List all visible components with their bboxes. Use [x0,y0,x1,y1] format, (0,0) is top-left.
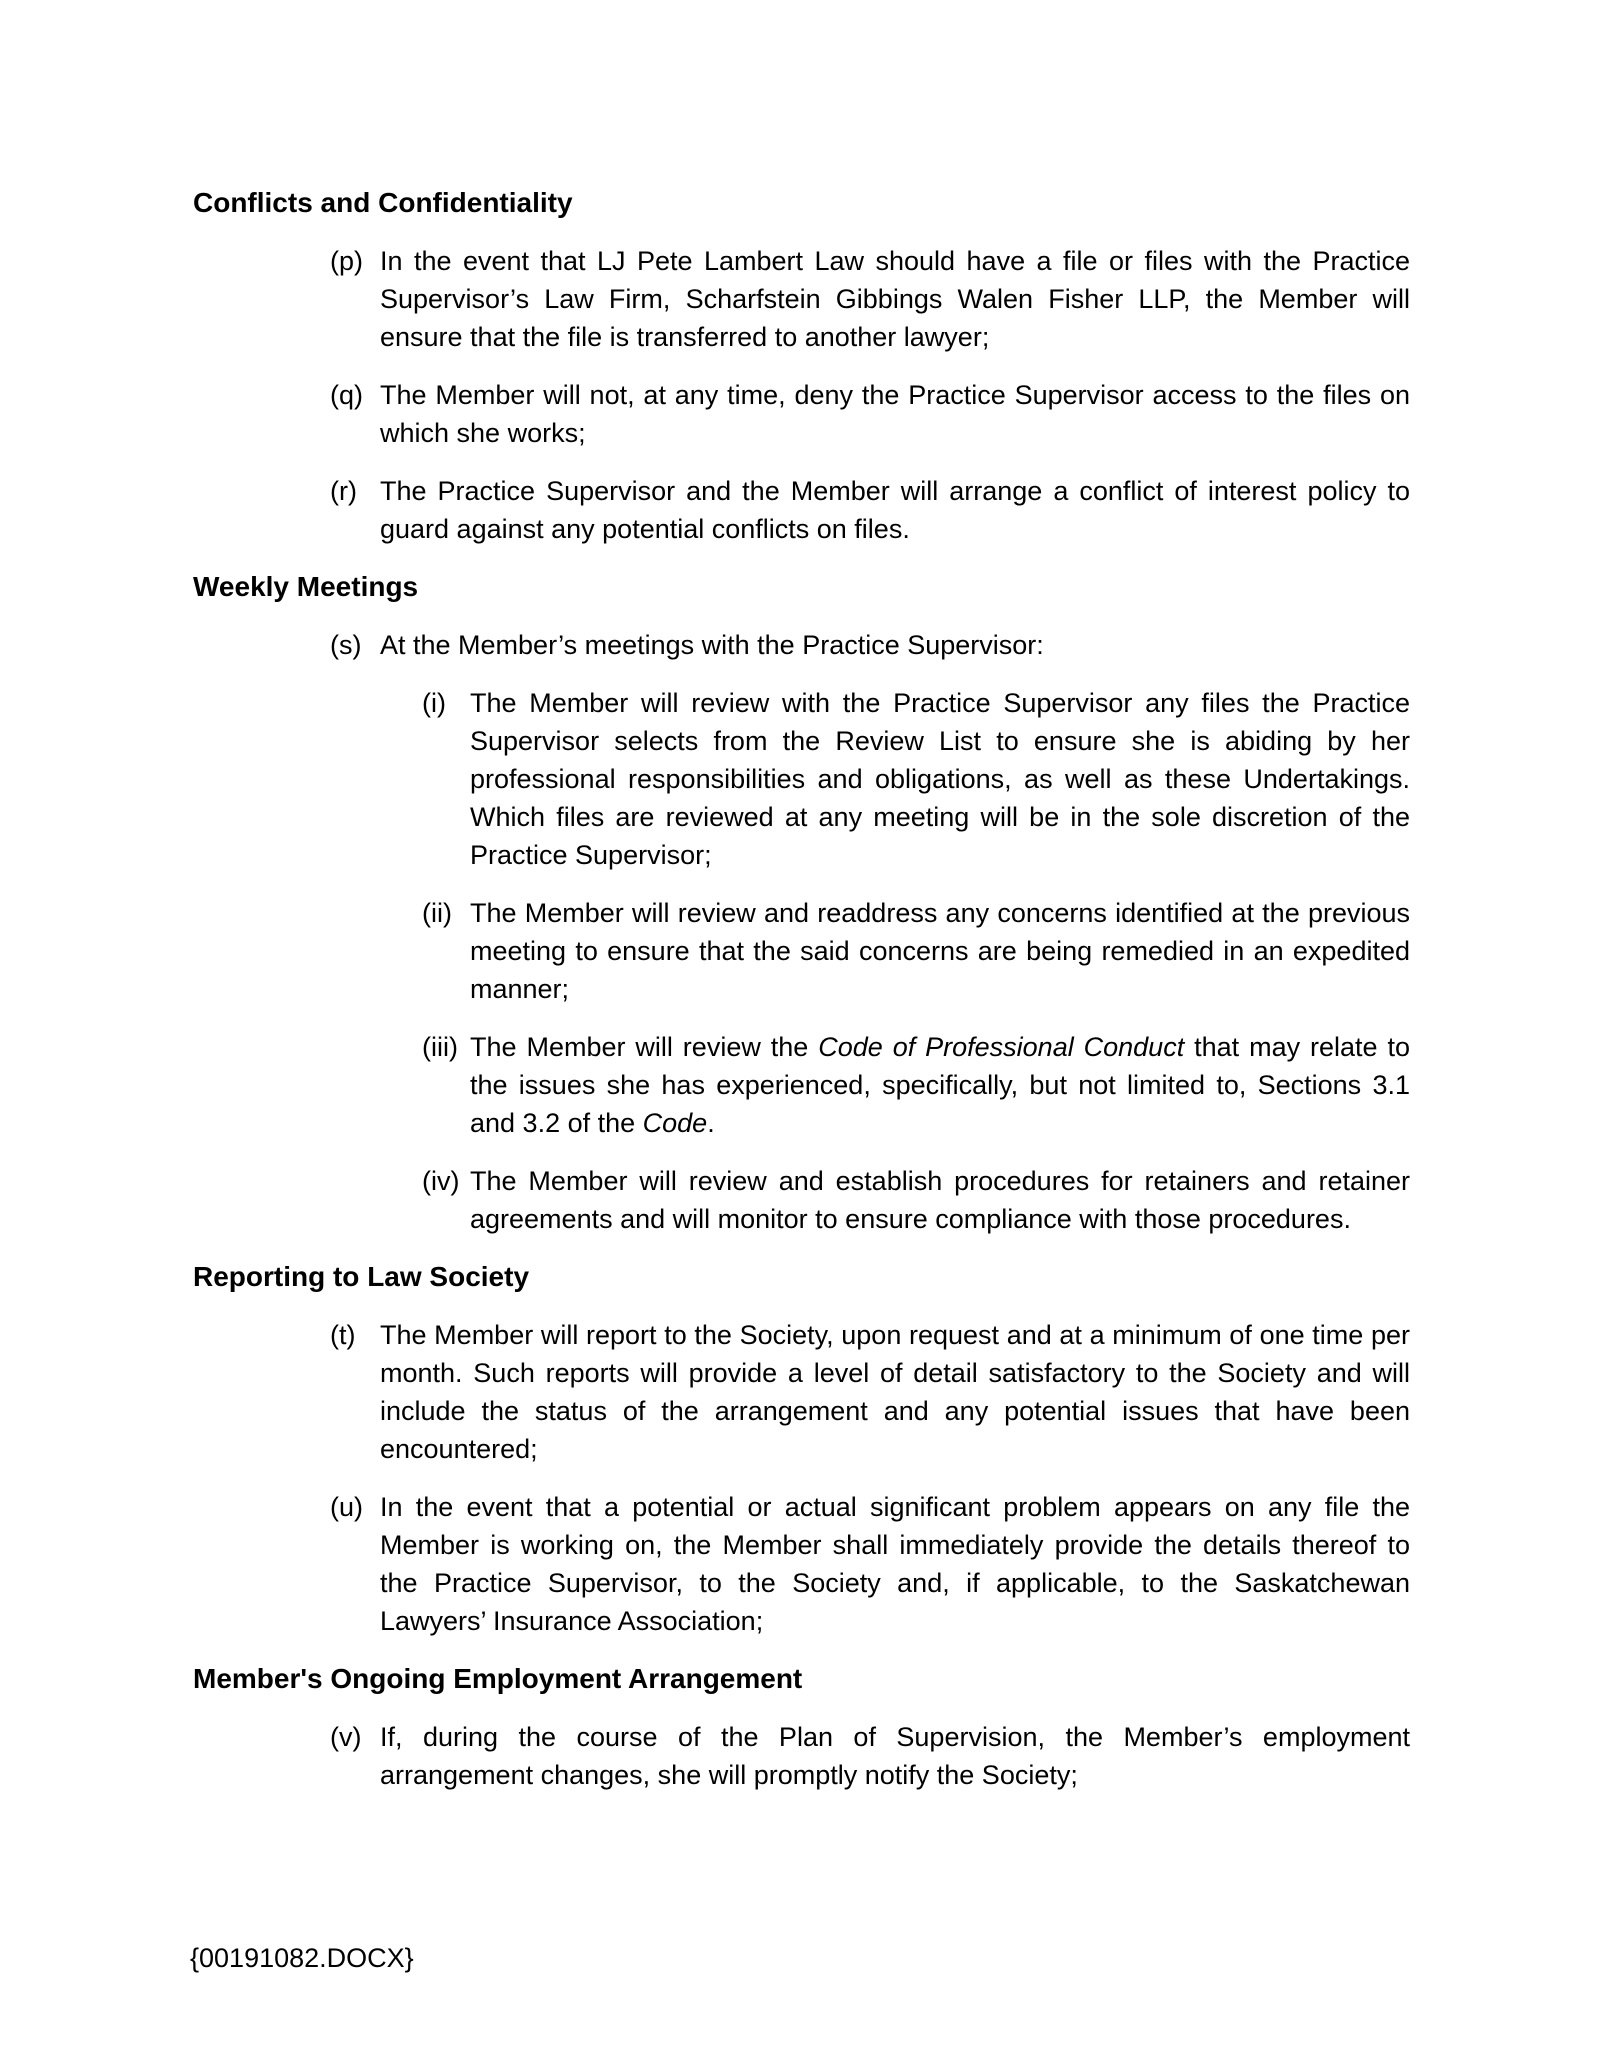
clause-r-text: The Practice Supervisor and the Member will arrange a conflict of interest policy to guard against any potential conflicts on files. [380,476,1410,544]
subclause-ii-text: The Member will review and readdress any concerns identified at the previous meeting to ensure that the said concerns are being remedied in an expedited manner; [470,898,1410,1004]
clause-s [330,626,1410,664]
subclause-ii [422,894,1410,1008]
subclause-i [422,684,1410,874]
clause-p-text: In the event that LJ Pete Lambert Law should have a file or files with the Practice Supervisor’s Law Firm, Scharfstein Gibbings Walen Fisher LLP, the Member will ensure that the file is transferred to another lawyer; [380,246,1410,352]
clause-v [330,1718,1410,1794]
heading-weekly-meetings: Weekly Meetings [193,571,419,602]
clause-v-marker: (v) [330,1722,362,1752]
subclause-iii-text-mid: that may relate to the issues she has experienced, specifically, but not limited to, Sections 3.1 and 3.2 of the [470,1032,1410,1138]
subclause-iii-text-lead: The Member will review the [470,1032,819,1062]
subclause-iv-text: The Member will review and establish procedures for retainers and retainer agreements and will monitor to ensure compliance with those procedures. [470,1166,1410,1234]
clause-t-text: The Member will report to the Society, upon request and at a minimum of one time per month. Such reports will provide a level of detail satisfactory to the Society and will include the status of the arrangement and any potential issues that have been encountered; [380,1320,1410,1464]
clause-v-text: If, during the course of the Plan of Supervision, the Member’s employment arrangement changes, she will promptly notify the Society; [380,1722,1410,1790]
clause-u-marker: (u) [330,1492,363,1522]
document-id-footer: {00191082.DOCX} [190,1943,414,1973]
clause-u-text: In the event that a potential or actual significant problem appears on any file the Member is working on, the Member shall immediately provide the details thereof to the Practice Supervisor, to the Society and, if applicable, to the Saskatchewan Lawyers’ Insurance Association; [380,1492,1410,1636]
clause-t-marker: (t) [330,1320,356,1350]
clause-p-marker: (p) [330,246,363,276]
clause-r [330,472,1410,548]
subclause-iii-text-end: . [707,1108,715,1138]
heading-members-ongoing-employment-arrangement: Member's Ongoing Employment Arrangement [193,1663,803,1694]
clause-q-text: The Member will not, at any time, deny the Practice Supervisor access to the files on which she works; [380,380,1410,448]
clause-q [330,376,1410,452]
subclause-iv-marker: (iv) [422,1166,460,1196]
subclause-iv [422,1162,1410,1238]
heading-conflicts-and-confidentiality: Conflicts and Confidentiality [193,187,573,218]
clause-q-marker: (q) [330,380,363,410]
subclause-i-marker: (i) [422,688,446,718]
subclause-i-text: The Member will review with the Practice Supervisor any files the Practice Supervisor selects from the Review List to ensure she is abiding by her professional responsibilities and obligations, as well as these Undertakings. Which files are reviewed at any meeting will be in the sole discretion of the Practice Supervisor; [470,688,1410,870]
subclause-ii-marker: (ii) [422,898,452,928]
clause-t [330,1316,1410,1468]
clause-u [330,1488,1410,1640]
subclause-iii-italic-code-of-professional-conduct: Code of Professional Conduct [818,1032,1185,1062]
clause-r-marker: (r) [330,476,357,506]
clause-s-text: At the Member’s meetings with the Practice Supervisor: [380,630,1044,660]
heading-reporting-to-law-society: Reporting to Law Society [193,1261,530,1292]
clause-s-marker: (s) [330,630,362,660]
subclause-iii [422,1028,1410,1142]
subclause-iii-marker: (iii) [422,1032,458,1062]
subclause-iii-italic-code: Code [642,1108,708,1138]
clause-p [330,242,1410,356]
